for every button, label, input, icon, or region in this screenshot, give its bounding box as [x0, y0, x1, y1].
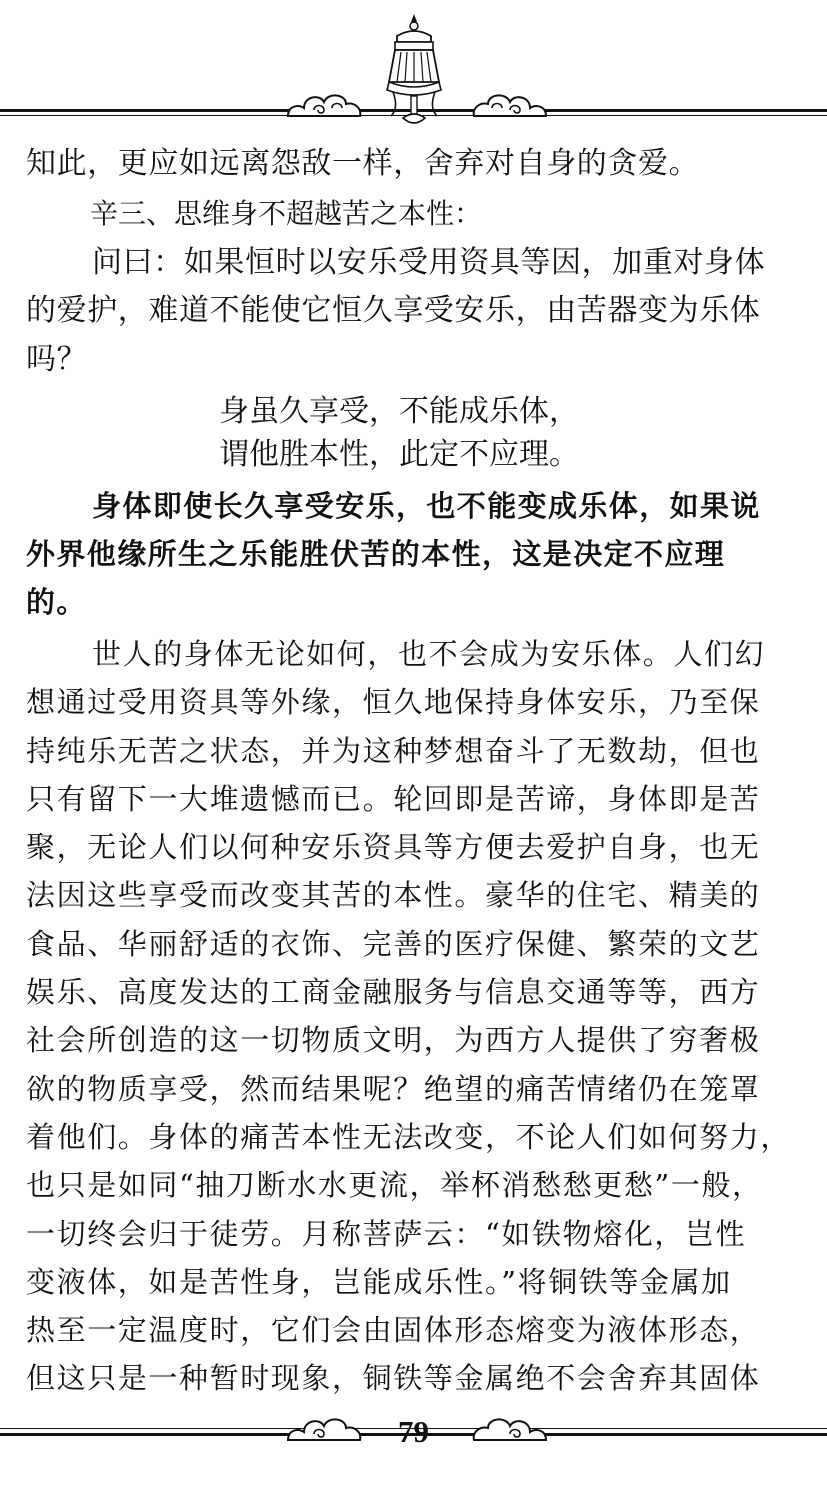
commentary-line: 聚，无论人们以何种安乐资具等方便去爱护自身，也无: [26, 830, 761, 865]
explanation-paragraph: [26, 482, 813, 626]
commentary-paragraph: [26, 630, 813, 1403]
question-paragraph: [26, 239, 813, 385]
question-line: 的爱护，难道不能使它恒久享受安乐，由苦器变为乐体: [26, 293, 761, 328]
commentary-line: 娱乐、高度发达的工商金融服务与信息交通等等，西方: [26, 975, 761, 1010]
top-right-cloud-icon: [470, 88, 550, 120]
commentary-line: 世人的身体无论如何，也不会成为安乐体。人们幻: [92, 637, 766, 671]
question-line: 问曰：如果恒时以安乐受用资具等因，加重对身体: [92, 244, 766, 280]
commentary-line: 只有留下一大堆遗憾而已。轮回即是苦谛，身体即是苦: [26, 781, 761, 816]
commentary-line: 社会所创造的这一切物质文明，为西方人提供了穷奢极: [26, 1023, 761, 1058]
commentary-line: 变液体，如是苦性身，岂能成乐性。”将铜铁等金属加: [26, 1264, 732, 1299]
verse-line: 身虽久享受，不能成乐体，: [219, 394, 579, 429]
question-line: 吗？: [26, 341, 88, 377]
verse-line: 谓他胜本性，此定不应理。: [219, 437, 579, 472]
explanation-line: 外界他缘所生之乐能胜伏苦的本性，这是决定不应理: [26, 537, 726, 571]
top-left-cloud-icon: [284, 88, 364, 120]
page-number: 79: [398, 1414, 429, 1449]
commentary-line: 持纯乐无苦之状态，并为这种梦想奋斗了无数劫，但也: [26, 733, 761, 768]
section-heading: 辛三、思维身不超越苦之本性：: [90, 196, 483, 230]
text-block: [26, 140, 813, 1403]
explanation-line: 身体即使长久享受安乐，也不能变成乐体，如果说: [92, 489, 761, 523]
commentary-line: 法因这些享受而改变其苦的本性。豪华的住宅、精美的: [26, 878, 761, 913]
commentary-line: 热至一定温度时，它们会由固体形态熔变为液体形态，: [26, 1313, 761, 1348]
victory-banner-icon: [377, 12, 451, 130]
commentary-line: 想通过受用资具等外缘，恒久地保持身体安乐，乃至保: [26, 685, 761, 720]
commentary-line: 食品、华丽舒适的衣饰、完善的医疗保健、繁荣的文艺: [26, 926, 761, 961]
explanation-line: 的。: [26, 585, 87, 619]
commentary-line: 欲的物质享受，然而结果呢？绝望的痛苦情绪仍在笼罩: [26, 1071, 761, 1106]
continuation-line: 知此，更应如远离怨敌一样，舍弃对自身的贪爱。: [26, 146, 700, 181]
commentary-line: 着他们。身体的痛苦本性无法改变，不论人们如何努力，: [26, 1119, 792, 1154]
commentary-line: 也只是如同“抽刀断水水更流，举杯消愁愁更愁”一般，: [26, 1168, 763, 1203]
verse: [26, 390, 813, 476]
commentary-line: 一切终会归于徒劳。月称菩萨云：“如铁物熔化，岂性: [26, 1216, 747, 1251]
commentary-line: 但这只是一种暂时现象，铜铁等金属绝不会舍弃其固体: [26, 1361, 761, 1396]
